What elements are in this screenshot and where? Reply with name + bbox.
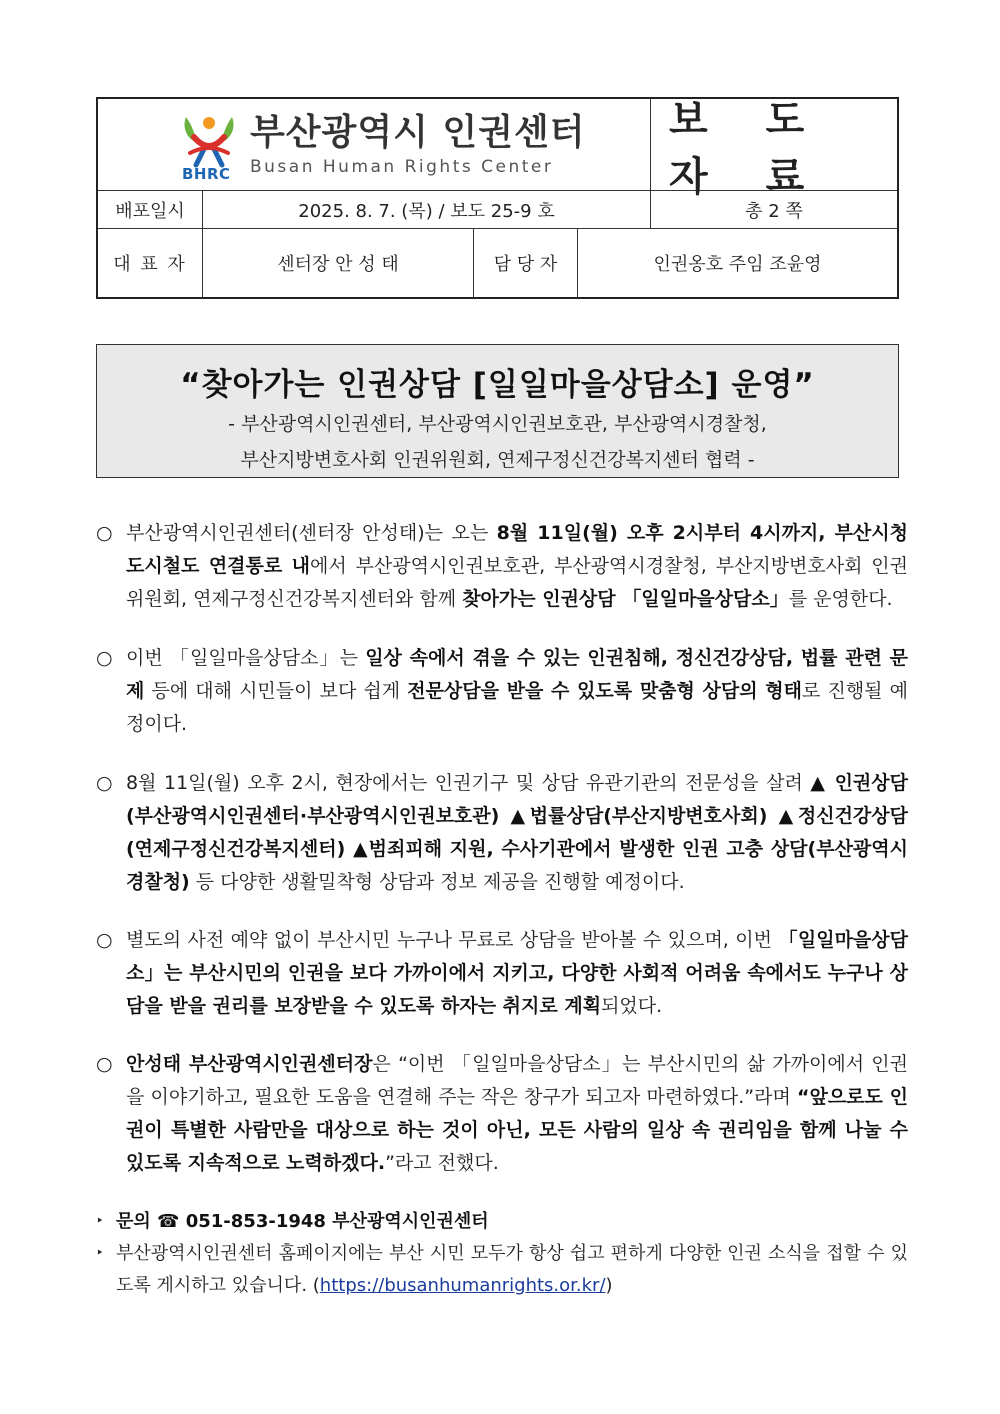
p1-text-c: 에서 부산광역시인권보호관, 부산광역시경찰청, 부산지방변호사회 인권위원회, 연제구정신건강복지센터와 함께 — [126, 555, 909, 610]
circle-bullet-icon: ○ — [96, 929, 113, 951]
contact-value: 인권옹호 주임 조윤영 — [577, 229, 897, 297]
logo-korean-name: 부산광역시 인권센터 — [250, 111, 586, 153]
header-date-row — [98, 191, 897, 229]
paragraph-3 — [96, 767, 908, 899]
circle-bullet-icon: ○ — [96, 1053, 113, 1075]
representative-label: 대 표 자 — [113, 254, 187, 275]
contact-label: 담 당 자 — [473, 229, 577, 297]
page-count: 총 2 쪽 — [650, 191, 897, 228]
p3-text-b: ▲ 인권상담(부산광역시인권센터·부산광역시인권보호관) ▲법률상담(부산지방변호사회) ▲정신건강상담(연제구정신건강복지센터) ▲범죄피해 지원, 수사기관에서 발생한 인권 고충 상담(부산광역시경찰청) — [126, 772, 908, 893]
logo-english-name: Busan Human Rights Center — [250, 156, 554, 177]
circle-bullet-icon: ○ — [96, 522, 113, 544]
p5-text-d: ”라고 전했다. — [385, 1152, 499, 1174]
triangle-bullet-icon: ‣ — [96, 1214, 104, 1229]
p2-text-d: 전문상담을 받을 수 있도록 맞춤형 상담의 형태 — [407, 680, 803, 702]
circle-bullet-icon: ○ — [96, 772, 113, 794]
p2-text-b: 일상 속에서 겪을 수 있는 인권침해, 정신건강상담, 법률 관련 문제 — [126, 647, 909, 702]
paragraph-4 — [96, 924, 908, 1023]
header-logo-row — [98, 96, 897, 200]
homepage-link[interactable]: https://busanhumanrights.or.kr/ — [319, 1275, 606, 1296]
paragraph-2 — [96, 642, 908, 741]
p4-text-b: 「일일마을상담소」는 부산시민의 인권을 보다 가까이에서 지키고, 다양한 사회적 어려움 속에서도 누구나 상담을 받을 권리를 보장받을 수 있도록 하자는 취지로 계획 — [126, 929, 908, 1017]
contact-info: 문의 ☎ 051-853-1948 부산광역시인권센터 — [116, 1211, 489, 1232]
representative-value: 센터장 안 성 태 — [202, 229, 473, 297]
p2-text-c: 등에 대해 시민들이 보다 쉽게 — [144, 680, 408, 702]
headline-box — [96, 344, 899, 478]
homepage-close-paren: ) — [605, 1275, 613, 1296]
p1-text-e: 를 운영한다. — [788, 588, 893, 610]
paragraph-5 — [96, 1048, 908, 1180]
p2-text-a: 이번 「일일마을상담소」는 — [126, 647, 366, 669]
p5-text-a: 안성태 부산광역시인권센터장 — [126, 1053, 373, 1075]
p1-text-b: 8월 11일(월) 오후 2시부터 4시까지, 부산시청 도시철도 연결통로 내 — [126, 522, 908, 577]
p1-text-a: 부산광역시인권센터(센터장 안성태)는 오는 — [126, 522, 497, 544]
footer-homepage — [96, 1238, 908, 1302]
bhrc-logo-mark-icon — [180, 109, 238, 181]
header-representative-row — [98, 229, 897, 297]
homepage-text: 부산광역시인권센터 홈페이지에는 부산 시민 모두가 항상 쉽고 편하게 다양한 인권 소식을 접할 수 있도록 게시하고 있습니다. ( — [116, 1243, 908, 1296]
p1-text-d: 찾아가는 인권상담 「일일마을상담소」 — [462, 588, 789, 610]
p5-text-c: “앞으로도 인권이 특별한 사람만을 대상으로 하는 것이 아닌, 모든 사람의 일상 속 권리임을 함께 나눌 수 있도록 지속적으로 노력하겠다. — [126, 1086, 908, 1174]
p3-text-c: 등 다양한 생활밀착형 상담과 정보 제공을 진행할 예정이다. — [189, 871, 685, 893]
logo — [98, 99, 648, 190]
logo-figure-icon — [180, 109, 238, 169]
main-headline: “찾아가는 인권상담 [일일마을상담소] 운영” — [180, 367, 815, 403]
date-label: 배포일시 — [115, 200, 185, 222]
paragraph-1 — [96, 517, 908, 616]
triangle-bullet-icon: ‣ — [96, 1246, 104, 1261]
date-value: 2025. 8. 7. (목) / 보도 25-9 호 — [202, 191, 650, 228]
p5-text-b: 은 “이번 「일일마을상담소」는 부산시민의 삶 가까이에서 인권을 이야기하고, 필요한 도움을 연결해 주는 작은 창구가 되고자 마련하였다.”라며 — [126, 1053, 909, 1108]
sub-headline-line-1: - 부산광역시인권센터, 부산광역시인권보호관, 부산광역시경찰청, — [228, 413, 767, 435]
logo-abbreviation: BHRC — [182, 164, 231, 183]
p4-text-a: 별도의 사전 예약 없이 부산시민 누구나 무료로 상담을 받아볼 수 있으며, 이번 — [126, 929, 779, 951]
p2-text-e: 로 진행될 예정이다. — [126, 680, 908, 735]
press-header-table — [96, 97, 899, 299]
press-release-title: 보 도 자 료 — [650, 99, 897, 190]
footer-contact — [96, 1206, 908, 1238]
circle-bullet-icon: ○ — [96, 647, 113, 669]
p4-text-c: 되었다. — [601, 995, 663, 1017]
p3-text-a: 8월 11일(월) 오후 2시, 현장에서는 인권기구 및 상담 유관기관의 전문성을 살려 — [126, 772, 811, 794]
sub-headline-line-2: 부산지방변호사회 인권위원회, 연제구정신건강복지센터 협력 - — [240, 449, 755, 471]
